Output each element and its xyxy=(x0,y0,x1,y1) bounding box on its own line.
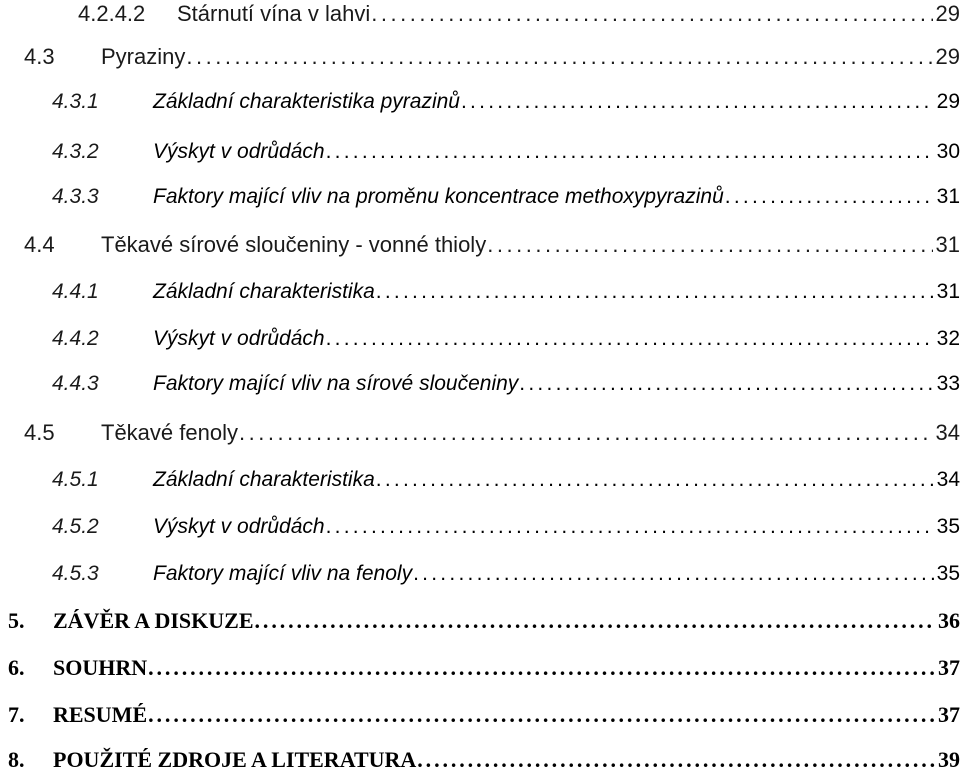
toc-entry-title: RESUMÉ xyxy=(53,702,148,727)
toc-entry[interactable] xyxy=(0,177,960,217)
toc-entry-number: 8. xyxy=(8,747,25,772)
dot-leader xyxy=(148,695,935,735)
toc-entry-page: 37 xyxy=(938,655,960,680)
toc-entry-title: Stárnutí vína v lahvi xyxy=(177,1,371,26)
toc-entry-title: Faktory mající vliv na fenoly xyxy=(153,562,413,585)
dot-leader xyxy=(326,319,934,359)
toc-entry-title: Faktory mající vliv na proměnu koncentrace methoxypyrazinů xyxy=(153,185,724,208)
toc-entry-page: 30 xyxy=(936,140,960,163)
toc-entry-page: 29 xyxy=(936,90,960,113)
toc-entry[interactable] xyxy=(0,132,960,172)
toc-entry-number: 4.4.2 xyxy=(52,327,99,350)
toc-entry-title: Těkavé fenoly xyxy=(101,420,238,445)
toc-entry-title: SOUHRN xyxy=(53,655,148,680)
toc-entry-title: Výskyt v odrůdách xyxy=(153,140,325,163)
toc-entry-page: 39 xyxy=(938,747,960,772)
toc-entry-page: 29 xyxy=(935,1,960,26)
toc-entry[interactable] xyxy=(0,0,960,34)
dot-leader xyxy=(417,740,935,780)
toc-entry[interactable] xyxy=(0,82,960,122)
toc-entry[interactable] xyxy=(0,413,960,453)
toc-entry[interactable] xyxy=(0,648,960,688)
toc-entry-number: 4.2.4.2 xyxy=(78,1,146,26)
toc-entry-number: 4.4 xyxy=(24,232,55,257)
toc-entry-number: 4.3.2 xyxy=(52,140,99,163)
toc-entry-number: 4.5.1 xyxy=(52,468,99,491)
toc-entry-page: 33 xyxy=(936,372,960,395)
toc-entry-title: Pyraziny xyxy=(101,44,186,69)
toc-entry-number: 4.3 xyxy=(24,44,55,69)
toc-entry-title: Základní charakteristika pyrazinů xyxy=(153,90,460,113)
toc-entry[interactable] xyxy=(0,364,960,404)
dot-leader xyxy=(376,460,934,500)
toc-entry[interactable] xyxy=(0,554,960,594)
toc-entry-page: 37 xyxy=(938,702,960,727)
toc-entry-page: 36 xyxy=(938,608,960,633)
toc-entry[interactable] xyxy=(0,695,960,735)
dot-leader xyxy=(326,507,934,547)
toc-entry-page: 29 xyxy=(935,44,960,69)
toc-entry-title: Faktory mající vliv na sírové sloučeniny xyxy=(153,372,519,395)
dot-leader xyxy=(487,225,932,265)
dot-leader xyxy=(461,82,934,122)
dot-leader xyxy=(376,272,934,312)
toc-entry-number: 4.4.3 xyxy=(52,372,99,395)
dot-leader xyxy=(725,177,934,217)
toc-entry-number: 4.4.1 xyxy=(52,280,99,303)
dot-leader xyxy=(186,37,932,77)
toc-entry-page: 35 xyxy=(936,515,960,538)
toc-entry[interactable] xyxy=(0,740,960,780)
toc-entry-number: 4.5 xyxy=(24,420,55,445)
toc-entry-page: 31 xyxy=(936,280,960,303)
toc-entry-page: 32 xyxy=(936,327,960,350)
toc-entry[interactable] xyxy=(0,507,960,547)
dot-leader xyxy=(371,0,932,34)
toc-entry-title: Základní charakteristika xyxy=(153,468,375,491)
toc-entry-page: 34 xyxy=(935,420,960,445)
toc-entry-page: 34 xyxy=(936,468,960,491)
toc-entry-number: 4.5.2 xyxy=(52,515,99,538)
toc-entry-title: Výskyt v odrůdách xyxy=(153,515,325,538)
dot-leader xyxy=(239,413,933,453)
toc-entry-title: Základní charakteristika xyxy=(153,280,375,303)
toc-entry[interactable] xyxy=(0,272,960,312)
toc-entry-page: 31 xyxy=(936,185,960,208)
toc-entry-number: 7. xyxy=(8,702,25,727)
toc-entry-page: 31 xyxy=(935,232,960,257)
toc-entry[interactable] xyxy=(0,460,960,500)
dot-leader xyxy=(148,648,935,688)
toc-entry-title: POUŽITÉ ZDROJE A LITERATURA xyxy=(53,747,417,772)
toc-entry-number: 4.5.3 xyxy=(52,562,99,585)
toc-entry[interactable] xyxy=(0,319,960,359)
toc-entry-title: ZÁVĚR A DISKUZE xyxy=(53,608,254,633)
toc-entry-number: 6. xyxy=(8,655,25,680)
dot-leader xyxy=(326,132,934,172)
toc-entry-page: 35 xyxy=(936,562,960,585)
toc-entry-number: 5. xyxy=(8,608,25,633)
toc-entry[interactable] xyxy=(0,37,960,77)
toc-entry-title: Těkavé sírové sloučeniny - vonné thioly xyxy=(101,232,487,257)
toc-entry[interactable] xyxy=(0,601,960,641)
toc-entry-number: 4.3.1 xyxy=(52,90,99,113)
toc-entry[interactable] xyxy=(0,225,960,265)
dot-leader xyxy=(519,364,933,404)
toc-entry-title: Výskyt v odrůdách xyxy=(153,327,325,350)
dot-leader xyxy=(255,601,935,641)
dot-leader xyxy=(413,554,934,594)
toc-entry-number: 4.3.3 xyxy=(52,185,99,208)
